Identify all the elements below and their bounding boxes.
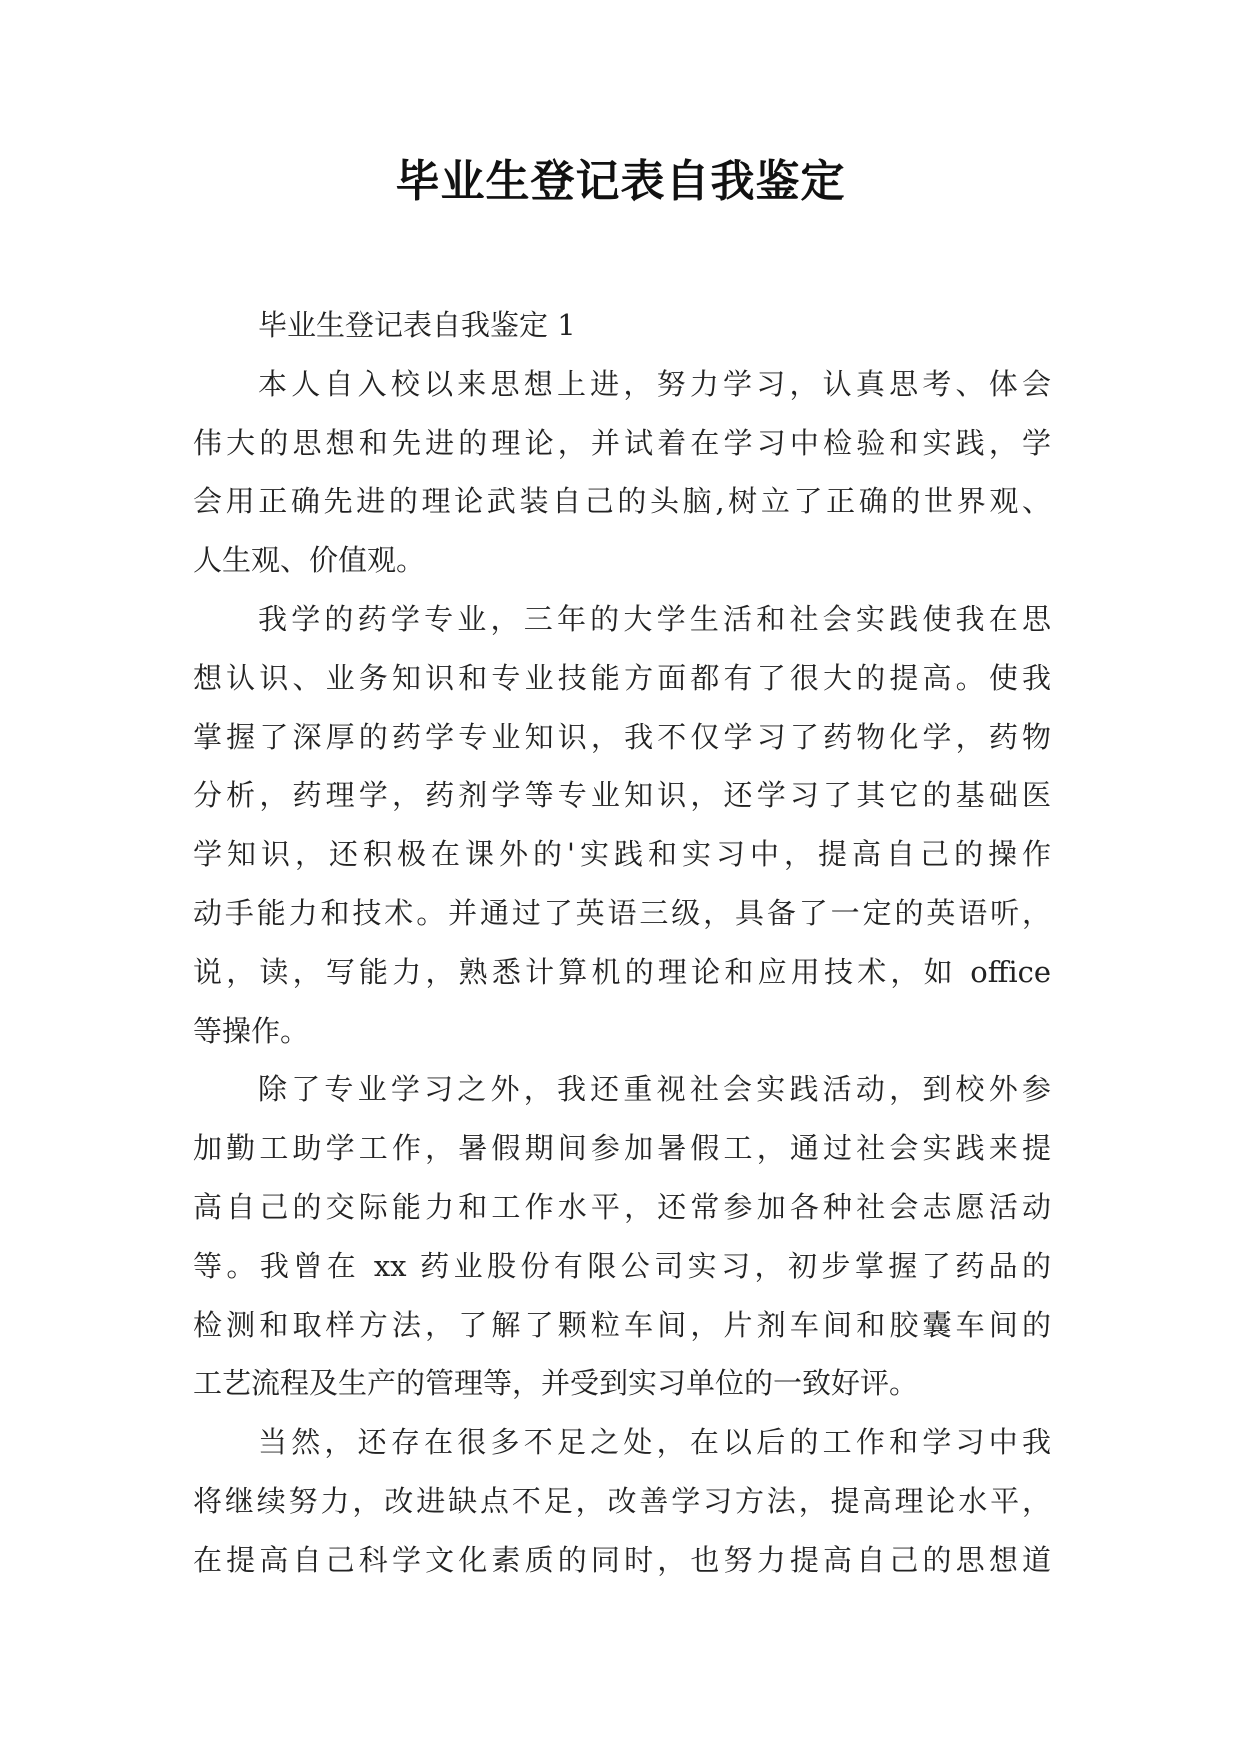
paragraph-line: 伟大的思想和先进的理论，并试着在学习中检验和实践，学 bbox=[193, 425, 1051, 460]
paragraph-line: 在提高自己科学文化素质的同时，也努力提高自己的思想道 bbox=[193, 1542, 1051, 1577]
paragraph-line: 等。我曾在 xx 药业股份有限公司实习，初步掌握了药品的 bbox=[193, 1248, 1051, 1283]
paragraph-line: 想认识、业务知识和专业技能方面都有了很大的提高。使我 bbox=[193, 660, 1051, 695]
paragraph-line: 加勤工助学工作，暑假期间参加暑假工，通过社会实践来提 bbox=[193, 1131, 1051, 1166]
document-body bbox=[193, 296, 1051, 1590]
paragraph-line: 工艺流程及生产的管理等，并受到实习单位的一致好评。 bbox=[193, 1366, 919, 1401]
paragraph-line: 检测和取样方法，了解了颗粒车间，片剂车间和胶囊车间的 bbox=[193, 1307, 1051, 1342]
paragraph-line: 会用正确先进的理论武装自己的头脑,树立了正确的世界观、 bbox=[193, 484, 1051, 519]
paragraph-line: 说，读，写能力，熟悉计算机的理论和应用技术，如 office bbox=[193, 954, 1051, 989]
paragraph-line: 分析，药理学，药剂学等专业知识，还学习了其它的基础医 bbox=[193, 778, 1051, 813]
paragraph-line: 人生观、价值观。 bbox=[193, 543, 426, 578]
paragraph-line: 当然，还存在很多不足之处，在以后的工作和学习中我 bbox=[258, 1425, 1051, 1460]
paragraph-line: 等操作。 bbox=[193, 1013, 310, 1048]
document-title: 毕业生登记表自我鉴定 bbox=[395, 156, 846, 207]
paragraph-line: 动手能力和技术。并通过了英语三级，具备了一定的英语听， bbox=[193, 895, 1051, 930]
paragraph-line: 除了专业学习之外，我还重视社会实践活动，到校外参 bbox=[258, 1072, 1051, 1107]
paragraph-line: 将继续努力，改进缺点不足，改善学习方法，提高理论水平， bbox=[193, 1483, 1051, 1518]
section-heading: 毕业生登记表自我鉴定 1 bbox=[258, 308, 576, 342]
paragraph-line: 高自己的交际能力和工作水平，还常参加各种社会志愿活动 bbox=[193, 1189, 1051, 1224]
paragraph-line: 掌握了深厚的药学专业知识，我不仅学习了药物化学，药物 bbox=[193, 719, 1051, 754]
paragraph-line: 本人自入校以来思想上进，努力学习，认真思考、体会 bbox=[258, 366, 1051, 401]
paragraph-line: 我学的药学专业，三年的大学生活和社会实践使我在思 bbox=[258, 601, 1051, 636]
paragraph-line: 学知识，还积极在课外的'实践和实习中，提高自己的操作 bbox=[193, 837, 1051, 872]
